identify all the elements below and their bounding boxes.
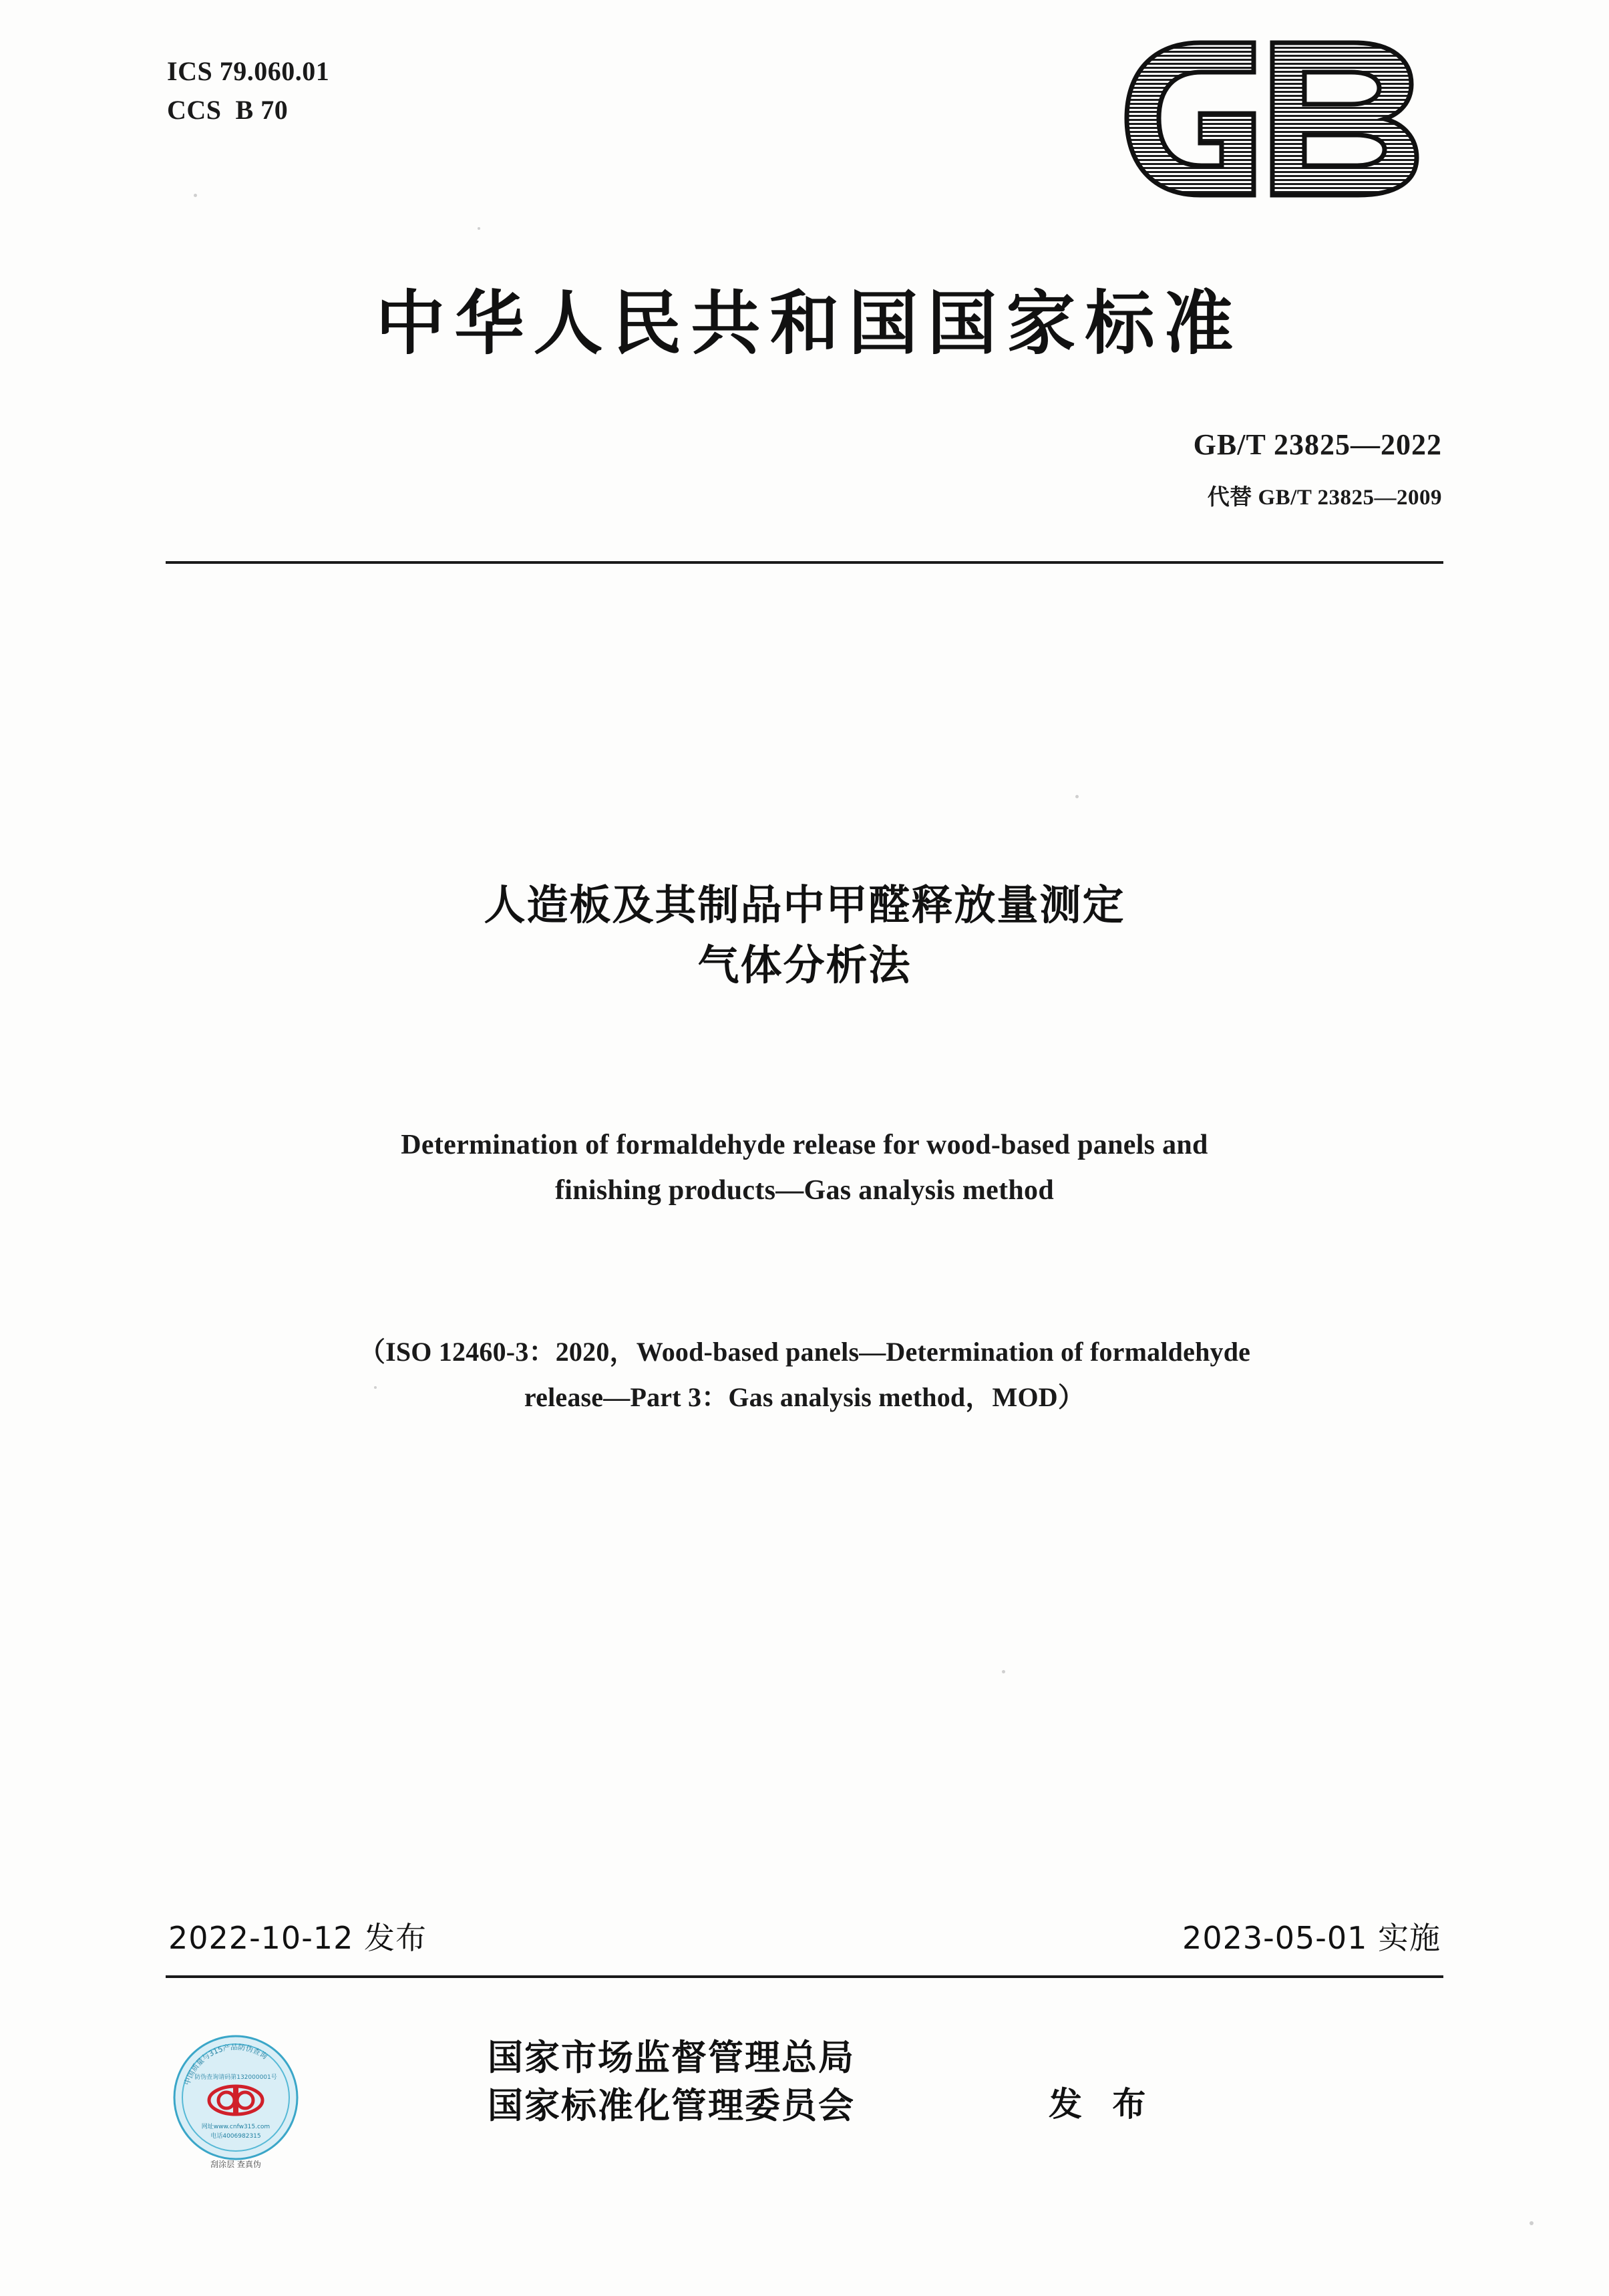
header-divider	[166, 561, 1443, 564]
standard-replaces: 代替 GB/T 23825—2009	[1207, 486, 1442, 510]
title-cn-line2: 气体分析法	[697, 940, 912, 989]
paper-speck	[1530, 2221, 1534, 2225]
iso-correspondence-note	[200, 1329, 1409, 1420]
issuer-line2: 国家标准化管理委员会	[488, 2085, 855, 2126]
svg-text:网址www.cnfw315.com: 网址www.cnfw315.com	[201, 2124, 271, 2130]
publish-word: 发 布	[1049, 2085, 1155, 2124]
ics-code: ICS 79.060.01	[167, 56, 330, 86]
ics-ccs-block	[167, 52, 329, 130]
implementation-date: 2023-05-01 实施	[1182, 1920, 1441, 1956]
english-title	[220, 1122, 1389, 1213]
title-cn-line1: 人造板及其制品中甲醛释放量测定	[484, 880, 1125, 929]
ccs-code: CCS B 70	[167, 95, 289, 125]
page-title	[0, 875, 1609, 995]
svg-text:刮涂层 查真伪: 刮涂层 查真伪	[210, 2160, 261, 2169]
paper-speck	[478, 227, 480, 230]
issuing-authorities	[488, 2034, 855, 2130]
gb-emblem-icon	[1120, 35, 1454, 202]
paper-speck	[194, 194, 197, 197]
iso-note-line1: （ISO 12460-3：2020，Wood-based panels—Determination of formaldehyde	[358, 1337, 1251, 1367]
title-en-line1: Determination of formaldehyde release for wood-based panels and	[401, 1130, 1208, 1160]
paper-speck	[1002, 1670, 1005, 1673]
standard-number: GB/T 23825—2022	[1193, 428, 1442, 461]
issue-date: 2022-10-12 发布	[168, 1920, 427, 1956]
svg-text:防伪查询请码第132000001号: 防伪查询请码第132000001号	[194, 2074, 277, 2081]
footer-divider	[166, 1975, 1443, 1978]
iso-note-line2: release—Part 3：Gas analysis method，MOD）	[524, 1382, 1085, 1412]
anti-counterfeit-seal-icon	[166, 2031, 306, 2171]
paper-speck	[1075, 795, 1079, 798]
title-en-line2: finishing products—Gas analysis method	[555, 1175, 1054, 1206]
paper-speck	[374, 1386, 377, 1389]
svg-text:电话4006982315: 电话4006982315	[210, 2133, 261, 2140]
national-standard-title: 中华人民共和国国家标准	[375, 282, 1243, 364]
svg-text:中国质量与315产品防伪查询: 中国质量与315产品防伪查询	[182, 2042, 269, 2087]
issuer-line1: 国家市场监督管理总局	[488, 2037, 855, 2078]
